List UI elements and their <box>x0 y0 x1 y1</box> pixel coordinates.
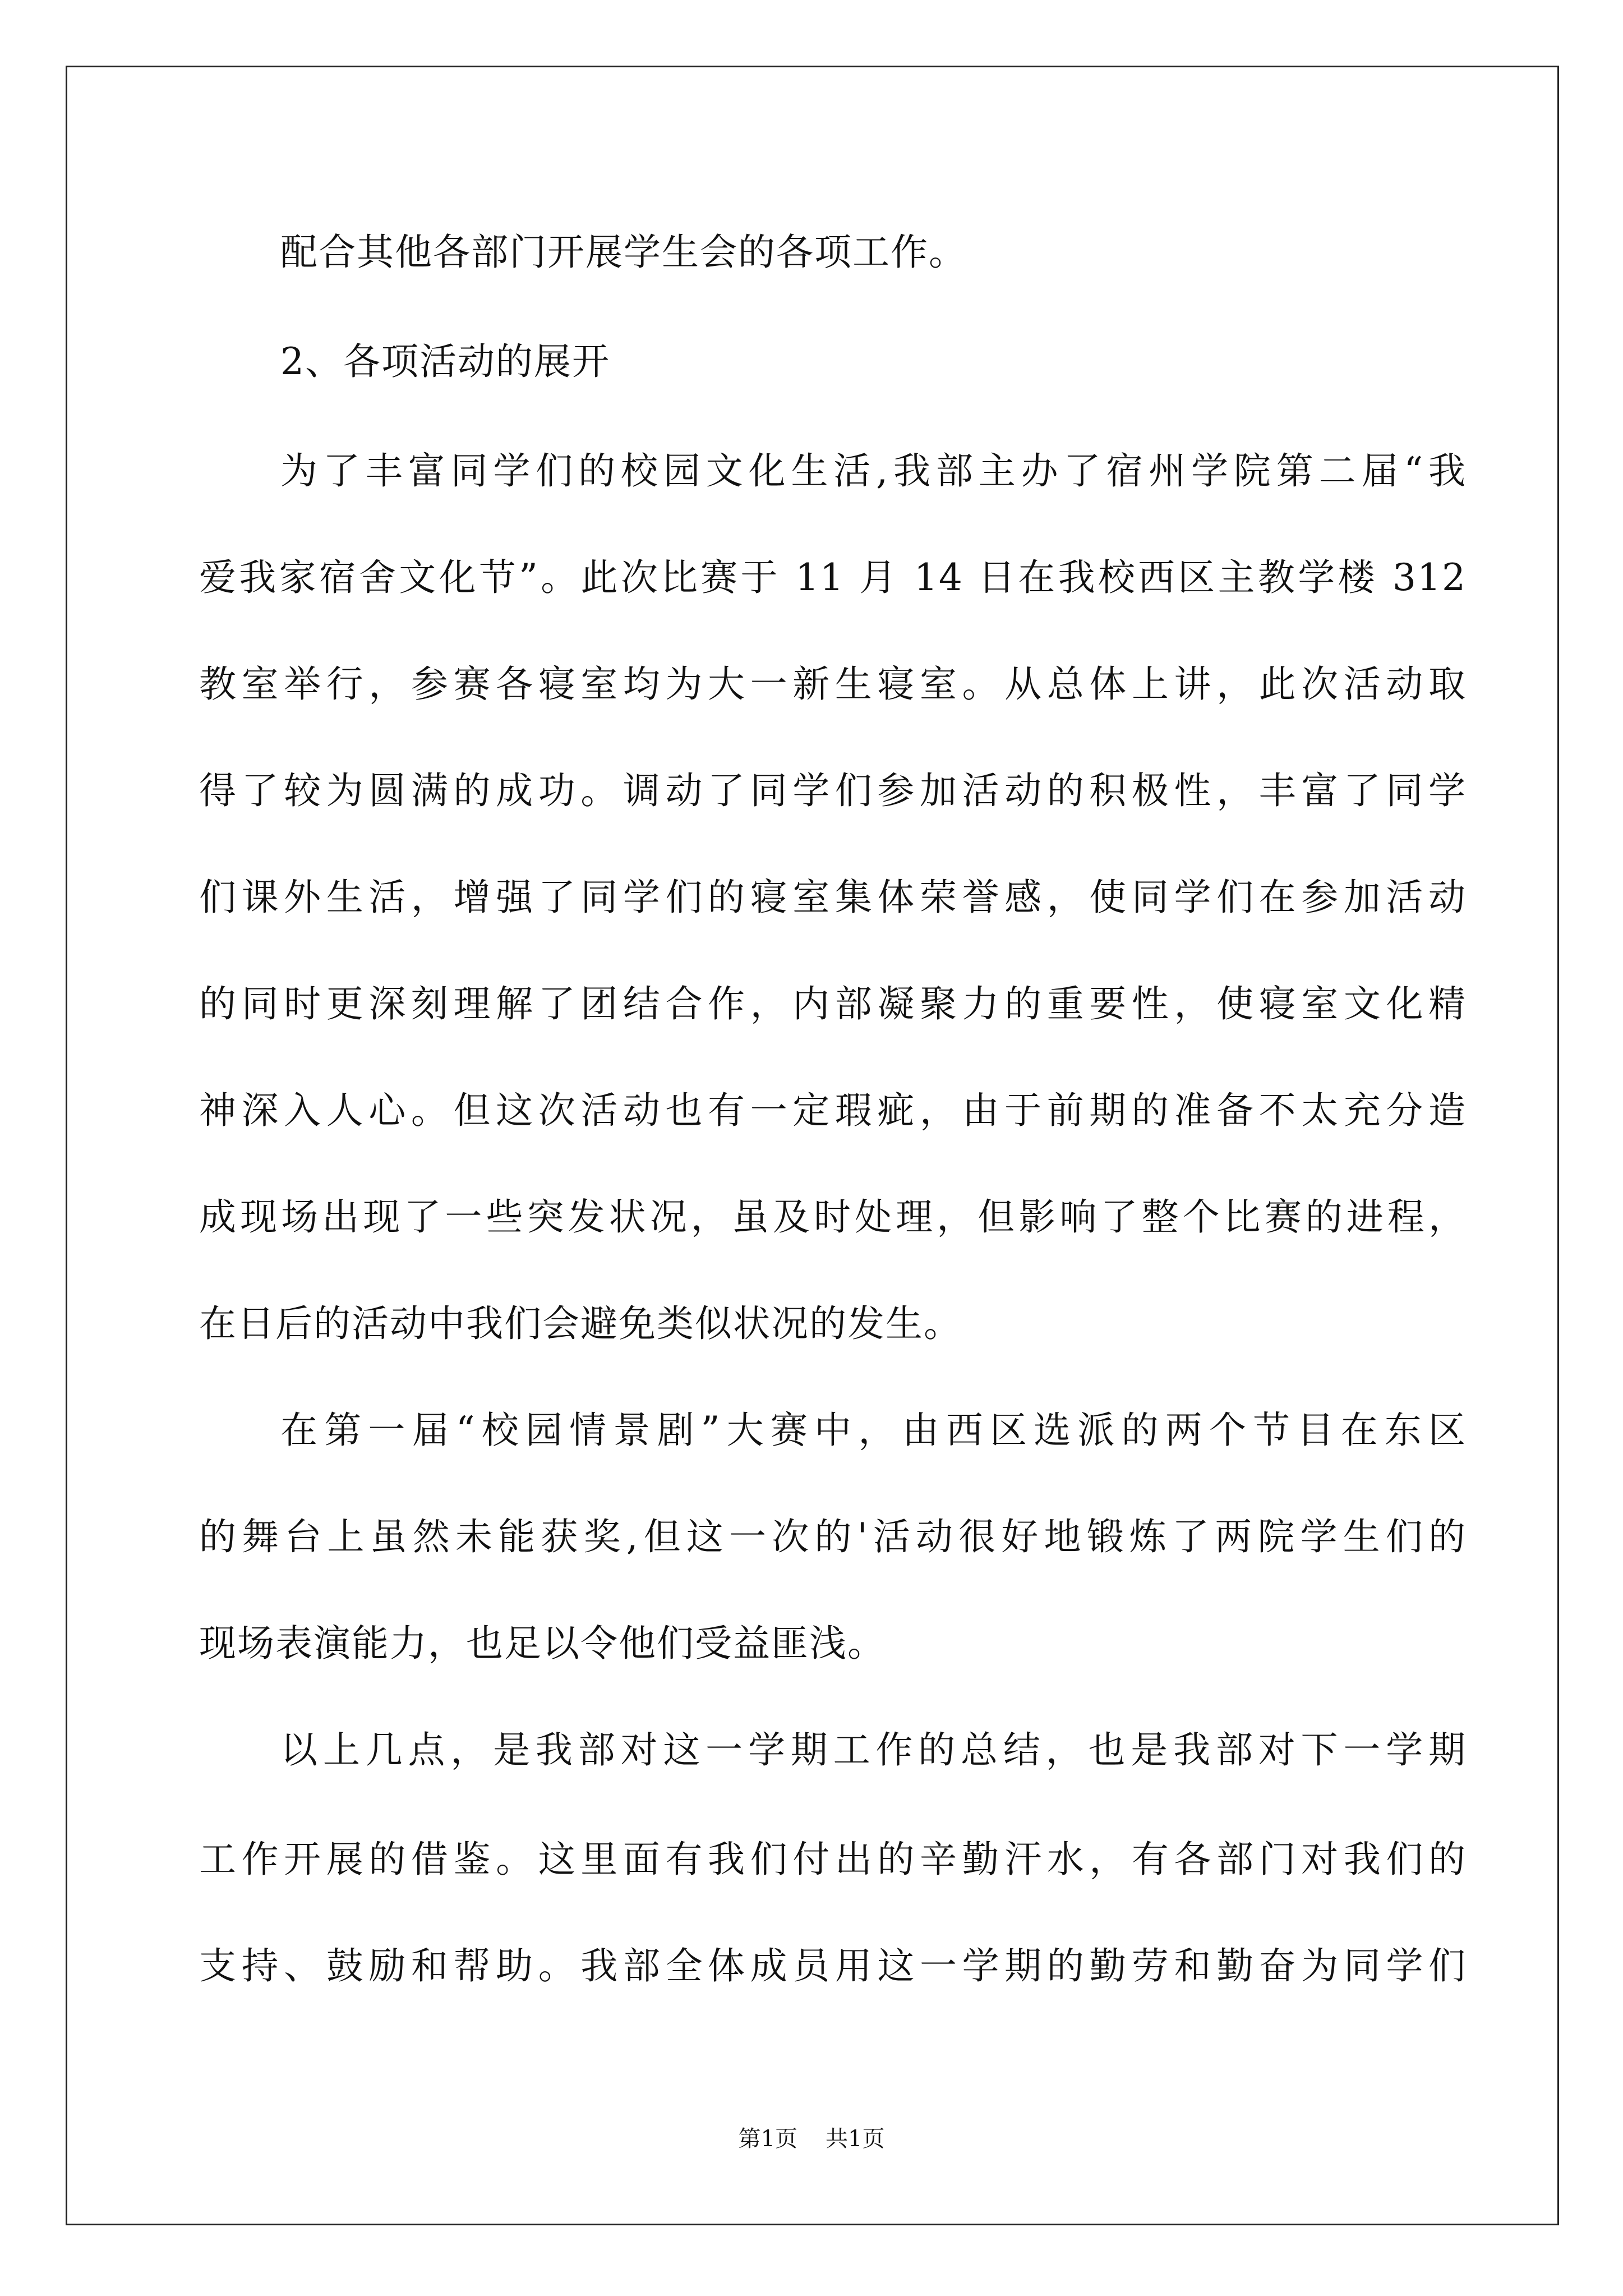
paragraph-line: 为了丰富同学们的校园文化生活,我部主办了宿州学院第二届“我 <box>280 449 1467 493</box>
paragraph-line: 以上几点，是我部对这一学期工作的总结，也是我部对下一学期 <box>280 1728 1467 1772</box>
page-border <box>66 66 1559 2225</box>
page-number: 第1页 <box>738 2126 797 2152</box>
section-heading: 2、各项活动的展开 <box>280 340 610 383</box>
paragraph-line: 得了较为圆满的成功。调动了同学们参加活动的积极性，丰富了同学 <box>199 769 1467 812</box>
paragraph-line: 在第一届“校园情景剧”大赛中，由西区选派的两个节目在东区 <box>280 1409 1467 1452</box>
paragraph-line: 爱我家宿舍文化节”。此次比赛于 11 月 14 日在我校西区主教学楼 312 <box>199 556 1467 599</box>
paragraph-line: 工作开展的借鉴。这里面有我们付出的辛勤汗水，有各部门对我们的 <box>199 1838 1467 1881</box>
paragraph-line: 现场表演能力，也足以令他们受益匪浅。 <box>199 1622 886 1665</box>
paragraph-line: 的舞台上虽然未能获奖,但这一次的'活动很好地锻炼了两院学生们的 <box>199 1515 1467 1558</box>
paragraph-line: 的同时更深刻理解了团结合作，内部凝聚力的重要性，使寝室文化精 <box>199 982 1467 1025</box>
page-total: 共1页 <box>826 2126 885 2152</box>
paragraph-line: 在日后的活动中我们会避免类似状况的发生。 <box>199 1302 962 1345</box>
page-footer <box>0 2125 1623 2153</box>
paragraph-line: 教室举行，参赛各寝室均为大一新生寝室。从总体上讲，此次活动取 <box>199 662 1467 706</box>
paragraph-line: 们课外生活，增强了同学们的寝室集体荣誉感，使同学们在参加活动 <box>199 876 1467 919</box>
paragraph-line: 配合其他各部门开展学生会的各项工作。 <box>280 231 967 274</box>
paragraph-line: 支持、鼓励和帮助。我部全体成员用这一学期的勤劳和勤奋为同学们 <box>199 1944 1467 1987</box>
paragraph-line: 成现场出现了一些突发状况，虽及时处理，但影响了整个比赛的进程， <box>199 1195 1467 1239</box>
paragraph-line: 神深入人心。但这次活动也有一定瑕疵，由于前期的准备不太充分造 <box>199 1089 1467 1132</box>
